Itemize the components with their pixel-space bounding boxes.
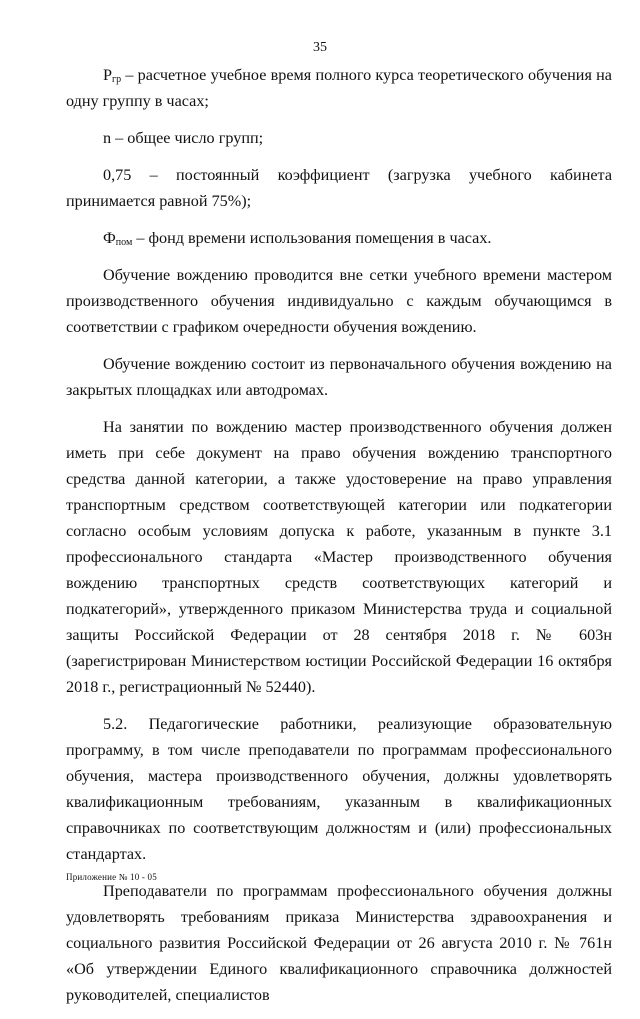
paragraph-text: – расчетное учебное время полного курса теоретического обучения на одну группу в часах; — [66, 66, 612, 110]
paragraph — [66, 125, 612, 151]
paragraph-text: n – общее число групп; — [103, 129, 264, 147]
symbol-subscript: гр — [112, 74, 122, 85]
symbol-subscript: пом — [115, 237, 133, 248]
paragraph — [66, 62, 612, 114]
paragraph-text: – фонд времени использования помещения в часах. — [132, 229, 492, 247]
paragraph — [66, 225, 612, 251]
footer-note: Приложение № 10 - 05 — [66, 872, 157, 882]
paragraph — [66, 711, 612, 867]
paragraph — [66, 878, 612, 1008]
page-number: 35 — [313, 40, 327, 55]
paragraph — [66, 351, 612, 403]
paragraph — [66, 262, 612, 340]
paragraph — [66, 414, 612, 700]
paragraph-text: На занятии по вождению мастер производственного обучения должен иметь при себе документ на право обучения вождению транспортного средства данной категории, а также удостоверение на право управления транспортным средством соответствующей категории или подкатегории согласно особым условиям допуска к работе, указанным в пункте 3.1 профессионального стандарта «Мастер производственного обучения вождению транспортных средств соответствующих категорий и подкатегорий», утвержденного приказом Министерства труда и социальной защиты Российской Федерации от 28 сентября 2018 г. № 603н (зарегистрирован Министерством юстиции Российской Федерации 16 октября 2018 г., регистрационный № 52440). — [66, 418, 612, 696]
paragraph — [66, 162, 612, 214]
symbol: Ф — [103, 229, 116, 247]
symbol: P — [103, 66, 113, 84]
paragraph-text: 5.2. Педагогические работники, реализующие образовательную программу, в том числе преподаватели по программам профессионального обучения, мастера производственного обучения, должны удовлетворять квалификационным требованиям, указанным в квалификационных справочниках по соответствующим должностям и (или) профессиональных стандартах. — [66, 715, 612, 863]
paragraph-text: 0,75 – постоянный коэффициент (загрузка учебного кабинета принимается равной 75%); — [66, 166, 612, 210]
paragraph-text: Обучение вождению проводится вне сетки учебного времени мастером производственного обучения индивидуально с каждым обучающимся в соответствии с графиком очередности обучения вождению. — [66, 266, 612, 336]
paragraph-text: Обучение вождению состоит из первоначального обучения вождению на закрытых площадках или автодромах. — [66, 355, 612, 399]
paragraph-text: Преподаватели по программам профессионального обучения должны удовлетворять требованиям приказа Министерства здравоохранения и социального развития Российской Федерации от 26 августа 2010 г. № 761н «Об утверждении Единого квалификационного справочника должностей руководителей, специалистов — [66, 882, 612, 1004]
